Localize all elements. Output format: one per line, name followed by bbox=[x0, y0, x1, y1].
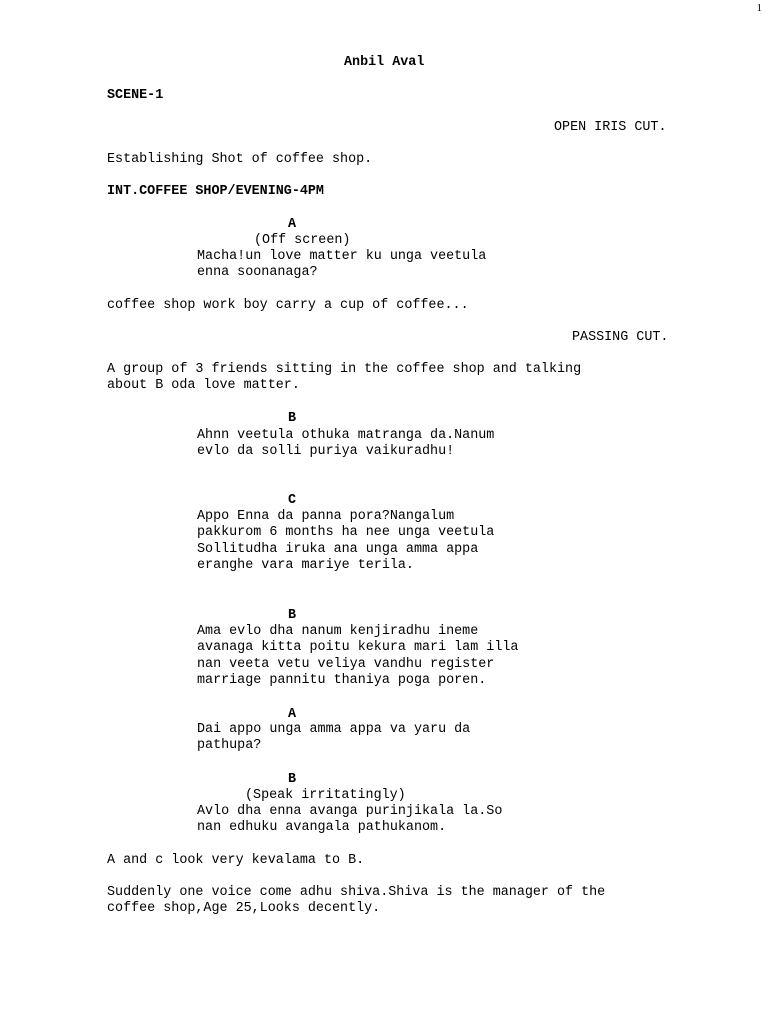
character-name-a: A bbox=[288, 707, 297, 722]
character-name-b: B bbox=[288, 772, 297, 787]
script-title: Anbil Aval bbox=[344, 55, 425, 70]
action-line: A group of 3 friends sitting in the coffee shop and talking bbox=[107, 362, 582, 377]
dialogue-line: nan edhuku avangala pathukanom. bbox=[197, 820, 447, 836]
dialogue-line: Ama evlo dha nanum kenjiradhu ineme bbox=[197, 624, 479, 639]
dialogue-line: enna soonanaga? bbox=[197, 265, 318, 281]
scene-heading: INT.COFFEE SHOP/EVENING-4PM bbox=[107, 184, 324, 199]
dialogue-line: nan veeta vetu veliya vandhu register bbox=[197, 656, 495, 672]
parenthetical-off-screen: (Off screen) bbox=[254, 233, 351, 248]
dialogue-line: Appo Enna da panna pora?Nangalum bbox=[197, 509, 455, 524]
transition-open-iris-cut: OPEN IRIS CUT. bbox=[554, 120, 667, 135]
dialogue-line: Ahnn veetula othuka matranga da.Nanum bbox=[197, 428, 495, 443]
dialogue-line: Dai appo unga amma appa va yaru da bbox=[197, 722, 471, 737]
action-line: Suddenly one voice come adhu shiva.Shiva is the manager of the bbox=[107, 885, 606, 900]
dialogue-line: avanaga kitta poitu kekura mari lam illa bbox=[197, 640, 519, 656]
dialogue-line: Macha!un love matter ku unga veetula bbox=[197, 249, 487, 264]
dialogue-line: eranghe vara mariye terila. bbox=[197, 558, 414, 574]
dialogue-line: marriage pannitu thaniya poga poren. bbox=[197, 673, 487, 689]
action-line: about B oda love matter. bbox=[107, 378, 300, 394]
dialogue-line: pathupa? bbox=[197, 738, 262, 754]
transition-passing-cut: PASSING CUT. bbox=[572, 330, 669, 345]
page-number: 1 bbox=[756, 2, 762, 14]
dialogue-line: pakkurom 6 months ha nee unga veetula bbox=[197, 525, 495, 541]
action-line: coffee shop,Age 25,Looks decently. bbox=[107, 901, 381, 917]
dialogue-line: evlo da solli puriya vaikuradhu! bbox=[197, 444, 455, 460]
character-name-a: A bbox=[288, 217, 297, 232]
dialogue-block bbox=[197, 428, 494, 461]
action-a-and-c-look: A and c look very kevalama to B. bbox=[107, 853, 365, 868]
dialogue-block bbox=[197, 249, 486, 282]
dialogue-line: Sollitudha iruka ana unga amma appa bbox=[197, 541, 479, 557]
character-name-b: B bbox=[288, 411, 297, 426]
dialogue-block bbox=[197, 509, 494, 575]
dialogue-block bbox=[197, 722, 470, 755]
scene-label: SCENE-1 bbox=[107, 88, 164, 103]
action-group-of-friends bbox=[107, 362, 581, 395]
character-name-b: B bbox=[288, 608, 297, 623]
dialogue-block bbox=[197, 624, 518, 690]
character-name-c: C bbox=[288, 493, 297, 508]
parenthetical-speak-irritatingly: (Speak irritatingly) bbox=[245, 788, 406, 803]
action-establishing-shot: Establishing Shot of coffee shop. bbox=[107, 152, 373, 167]
action-suddenly-voice bbox=[107, 885, 605, 918]
action-coffee-boy: coffee shop work boy carry a cup of coffee... bbox=[107, 298, 469, 313]
dialogue-line: Avlo dha enna avanga purinjikala la.So bbox=[197, 804, 503, 819]
dialogue-block bbox=[197, 804, 502, 837]
